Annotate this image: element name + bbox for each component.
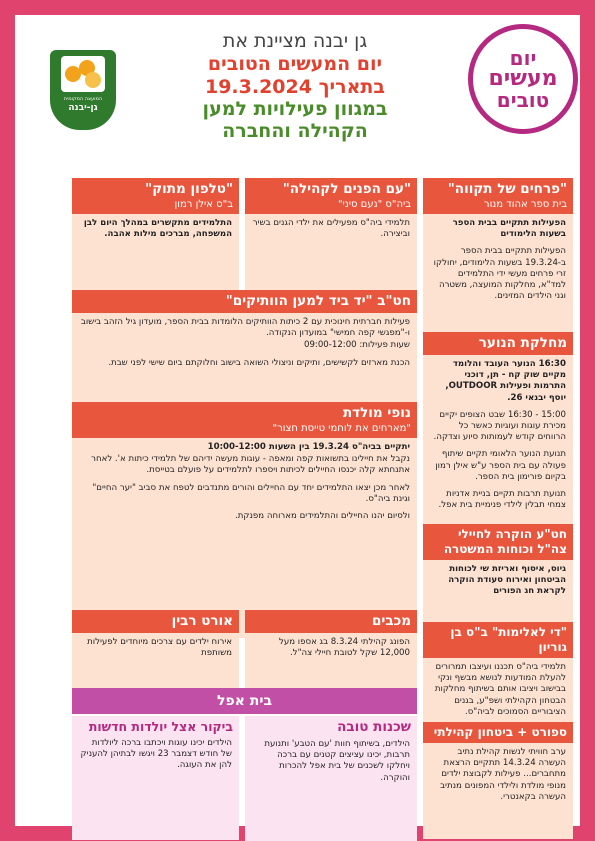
good-deeds-day-logo — [468, 24, 578, 134]
card-text: ערב חוויתי לנשות קהילת נתיב העשרה 14.3.24 תתקיים הרצאת מתחברים... פעילות לקבוצת ילדים מנופי מולדת ולילדי המפונים מנתיב העשרה בקאנטרי. — [440, 747, 566, 802]
card-title: חט"ע הוקרה לחיילי צה"ל וכוחות המשטרה — [443, 527, 567, 556]
card-text: שעות פעילות: 09:00-12:00 — [304, 340, 410, 351]
card-title: חט"ב "יד ביד למען הוותיקים" — [225, 293, 411, 309]
card-text: תלמידי ביה"ס תכננו ועיצבו תמרורים להעלת המודעות לנושא מבשף ונקי בבישוב ויציבו אותם בשיתוף מחלקות הבטחון הקהילתי ושפ"ע, בגנים הציבוריים הסמוכים לביה"ס. — [434, 662, 566, 717]
card-text: הפעילות תתקיים בבית הספר בשעות הלימודים — [452, 218, 566, 240]
card-title: נופי מולדת — [342, 405, 411, 421]
header-line-3: בתאריך 19.3.2024 — [204, 76, 385, 98]
card-sport — [423, 722, 573, 818]
card-text: 16:30 הנוער העובד והלומד מקיים שוק קח - תן, דוכני התרמות ופעילות OUTDOOR, יוסף יבנאי 26. — [445, 359, 566, 403]
card-yad-beyad — [72, 290, 417, 398]
logo-word-2: מעשים — [488, 66, 558, 91]
card-text: 15:00 - 16:30 שבט הצופים יקיים מכירת עוגות ועוגיות כאשר כל הרווחים קודש לעמותות סיוע וצדקה. — [433, 409, 566, 443]
card-text: תנועת הנוער הלאומי תקיים שיתוף פעולה עם בית הספר ע"ש אילן רמון בקיום פורימון בית הספר. — [435, 449, 566, 482]
card-text: הילדים, בשיתוף חוות 'עם הטבע' ותנועת תרבות, יכינו עציצים קטנים עם ברכה ויחלקו לשכנים של בית אפל להכרות והוקרה. — [264, 739, 410, 783]
header-line-2: יום המעשים הטובים — [207, 53, 383, 75]
card-title: "עם הפנים לקהילה" — [282, 181, 411, 197]
card-makabim — [245, 610, 417, 676]
card-title: "טלפון מתוק" — [145, 181, 233, 197]
card-telefon — [72, 178, 239, 276]
page-header — [130, 30, 460, 142]
card-text: ולסיום יהנו החיילים והתלמידים מארוחה מפנקת. — [234, 511, 410, 522]
card-text: הפונג קהילתי 8.3.24 בג אספו מעל 12,000 שקל לטובת חיילי צה"ל. — [278, 637, 410, 659]
card-text: פעילות חברתית חינוכית עם 2 כיתות הוותיקים הלומדות בבית הספר, מועדון גיל הזהב בישוב ו-"מפגשי קפה חמישי" במועדון הנקודה. — [80, 317, 410, 339]
card-title: מחלקת הנוער — [478, 335, 567, 351]
beit-apel-header: בית אפל — [72, 688, 417, 714]
header-line-5: הקהילה והחברה — [222, 120, 368, 142]
card-text: תלמידי ביה"ס מפעילים את ילדי הגנים בשיר וביצירה. — [252, 218, 410, 240]
card-text: נקבל את חיילינו בתשואות קפה ומאפה - עוגות מעשה ידיהם של תלמידי כיתות א'. לאחר אתנחתא קלה יכנסו החיילים לכיתות ויספרו לתלמידים על פועלם בטייסת. — [91, 454, 410, 476]
card-text: הילדים יכינו עוגות ויכתבו ברכה ליולדות של חודש דצמבר 23 ויגשו לבתיהן להעניק להן את העוגה. — [80, 738, 232, 771]
card-text: גיוס, איסוף ואריזת שי לכוחות הביטחון ואירוח סעודת הוקרה לקראת חג הפורים — [448, 564, 566, 597]
card-title: מכבים — [371, 613, 411, 629]
card-subtitle: ביה"ס "נעם סיני" — [337, 199, 411, 210]
card-text: אירוח ילדים עם צרכים מיוחדים לפעילות משותפת — [87, 637, 232, 659]
orange-fruit-icon — [61, 56, 105, 92]
card-text: התלמידים מתקשרים במהלך היום לבן המשפחה, מברכים מילות אהבה. — [83, 218, 232, 240]
card-title: "די לאלימות" ב"ס בן גוריון — [450, 625, 567, 654]
card-title: ספורט + ביטחון קהילתי — [433, 725, 567, 739]
header-line-4: במגוון פעילויות למען — [202, 98, 388, 120]
card-text: יתקיים בביה"ס 19.3.24 בין השעות 10:00-12:00 — [207, 442, 410, 452]
card-panim — [245, 178, 417, 276]
shield-caption: המועצה המקומית — [63, 96, 103, 102]
card-title: שכנות טובה — [337, 719, 411, 735]
card-text: לאחר מכן יצאו התלמידים יחד עם החיילים והורים מתנדבים לטפח את סביב "יער החיים" וגינת ביה"ס. — [92, 482, 410, 504]
card-ort-rabin — [72, 610, 239, 676]
logo-word-1: יום — [509, 46, 537, 70]
card-text: הכנת מארזים לקשישים, ותיקים וניצולי השואה בישוב וחלוקתם ביום שישי לפני שבת. — [108, 357, 410, 368]
card-title: "פרחים של תקווה" — [447, 181, 567, 197]
card-hayalim — [423, 524, 573, 616]
card-text: תנועת תרבות תקיים בניית אדניות צמחי תבלין לילדי פנימיית בית אפל. — [438, 489, 566, 511]
card-shchenut — [245, 716, 417, 818]
card-title: ביקור אצל יולדות חדשות — [88, 719, 233, 734]
header-line-1: גן יבנה מציינת את — [222, 30, 368, 52]
shield-name: גן-יבנה — [68, 103, 98, 113]
card-subtitle: "מארחים את לוחמי טייסת חצור" — [272, 423, 411, 434]
card-title: אורט רבין — [171, 613, 233, 629]
card-alimut — [423, 622, 573, 718]
card-text: הפעילות תתקיים בבית הספר ב-19.3.24 בשעות הלימודים, יחולקו זרי פרחים מעשי ידי התלמידים למד"א, מחלקות המועצה, משטרה וגני הילדים המזינים. — [433, 246, 566, 302]
card-bikur — [72, 716, 239, 818]
card-noffei-moledet — [72, 402, 417, 602]
card-perachim — [423, 178, 573, 328]
logo-word-3: טובים — [496, 88, 550, 112]
municipality-shield-logo — [50, 50, 116, 130]
card-subtitle: ב"ס אילן רמון — [174, 199, 233, 210]
card-subtitle: בית ספר אהוד מנור — [483, 199, 567, 210]
card-noar — [423, 332, 573, 518]
